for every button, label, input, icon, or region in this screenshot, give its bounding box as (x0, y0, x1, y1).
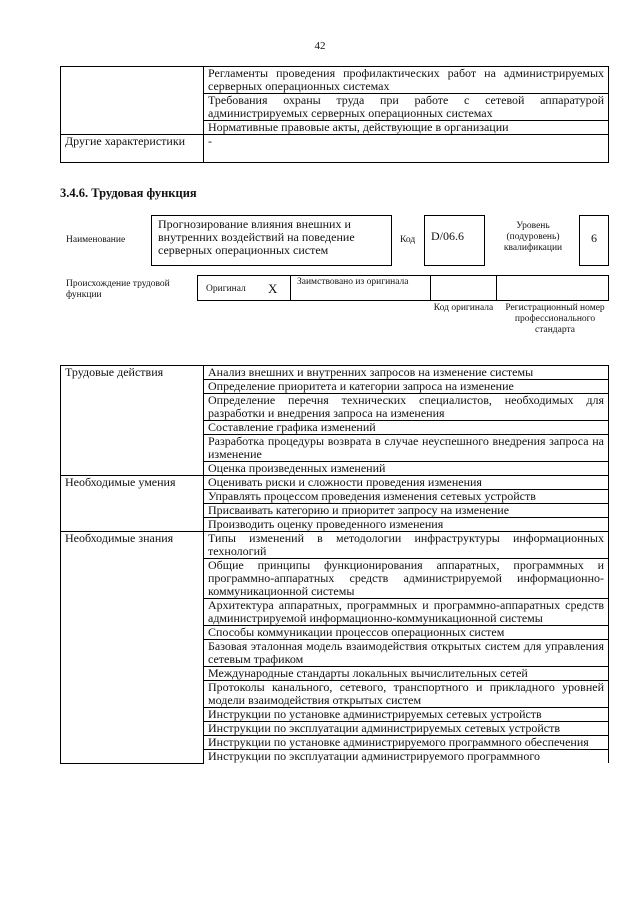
list-item: Определение приоритета и категории запроса на изменение (204, 380, 609, 394)
list-item: Протоколы канального, сетевого, транспортного и прикладного уровней модели взаимодействия открытых систем (204, 681, 609, 708)
list-item: Анализ внешних и внутренних запросов на изменение системы (204, 366, 609, 380)
list-item: Определение перечня технических специалистов, необходимых для разработки и внедрения запроса на изменения (204, 394, 609, 421)
borrowed-cell (290, 275, 431, 301)
group-label-knowledge: Необходимые знания (61, 532, 204, 764)
table-row (61, 366, 609, 380)
top-continuation-table (60, 66, 609, 163)
row-label: Другие характеристики (61, 135, 204, 163)
list-item: Инструкции по эксплуатации администрируемых сетевых устройств (204, 722, 609, 736)
list-item: Типы изменений в методологии инфраструктуры информационных технологий (204, 532, 609, 559)
labor-function-table (60, 365, 609, 764)
table-row (61, 532, 609, 559)
list-item: Присваивать категорию и приоритет запросу на изменение (204, 504, 609, 518)
list-item: Составление графика изменений (204, 421, 609, 435)
list-item: Архитектура аппаратных, программных и программно-аппаратных средств администрируемой информационно-коммуникационной системы (204, 599, 609, 626)
function-code-box: D/06.6 (424, 215, 485, 266)
list-item: Разработка процедуры возврата в случае неуспешного внедрения запроса на изменение (204, 435, 609, 462)
section-title: 3.4.6. Трудовая функция (60, 186, 197, 200)
row-text: Нормативные правовые акты, действующие в организации (204, 121, 609, 135)
reg-caption: Регистрационный номер профессионального стандарта (505, 303, 605, 335)
list-item: Производить оценку проведенного изменения (204, 518, 609, 532)
group-label-actions: Трудовые действия (61, 366, 204, 476)
list-item: Базовая эталонная модель взаимодействия открытых систем для управления сетевым трафиком (204, 640, 609, 667)
level-label: Уровень (подуровень) квалификации (503, 221, 563, 253)
original-mark: X (268, 281, 278, 296)
name-label: Наименование (66, 235, 126, 245)
list-item: Управлять процессом проведения изменения сетевых устройств (204, 490, 609, 504)
page-number: 42 (314, 40, 326, 52)
level-value-box: 6 (579, 215, 609, 266)
original-cell (197, 275, 291, 301)
reg-number-cell (496, 275, 609, 301)
table-row (61, 67, 609, 94)
original-label: Оригинал (206, 284, 246, 294)
list-item: Инструкции по установке администрируемых сетевых устройств (204, 708, 609, 722)
list-item: Оценка произведенных изменений (204, 462, 609, 476)
group-label-skills: Необходимые умения (61, 476, 204, 532)
list-item: Международные стандарты локальных вычислительных сетей (204, 667, 609, 681)
function-name-box: Прогнозирование влияния внешних и внутренних воздействий на поведение серверных операционных систем (151, 215, 392, 266)
row-text: Регламенты проведения профилактических работ на администрируемых серверных операционных системах (204, 67, 609, 94)
table-row (61, 135, 609, 163)
row-label (61, 67, 204, 135)
code-caption: Код оригинала (433, 303, 494, 313)
list-item: Оценивать риски и сложности проведения изменения (204, 476, 609, 490)
row-text: Требования охраны труда при работе с сетевой аппаратурой администрируемых серверных операционных системах (204, 94, 609, 121)
row-text: - (204, 135, 609, 163)
list-item: Инструкции по установке администрируемого программного обеспечения (204, 736, 609, 750)
list-item: Способы коммуникации процессов операционных систем (204, 626, 609, 640)
list-item: Общие принципы функционирования аппаратных, программных и программно-аппаратных средств администрируемой информационно-коммуникационной системы (204, 559, 609, 599)
code-label: Код (400, 235, 416, 245)
borrowed-label: Заимствовано из оригинала (297, 277, 409, 287)
origin-code-cell (430, 275, 497, 301)
table-row (61, 476, 609, 490)
origin-label: Происхождение трудовой функции (66, 279, 170, 300)
list-item: Инструкции по эксплуатации администрируемого программного (204, 750, 609, 764)
origin-row (197, 275, 609, 301)
